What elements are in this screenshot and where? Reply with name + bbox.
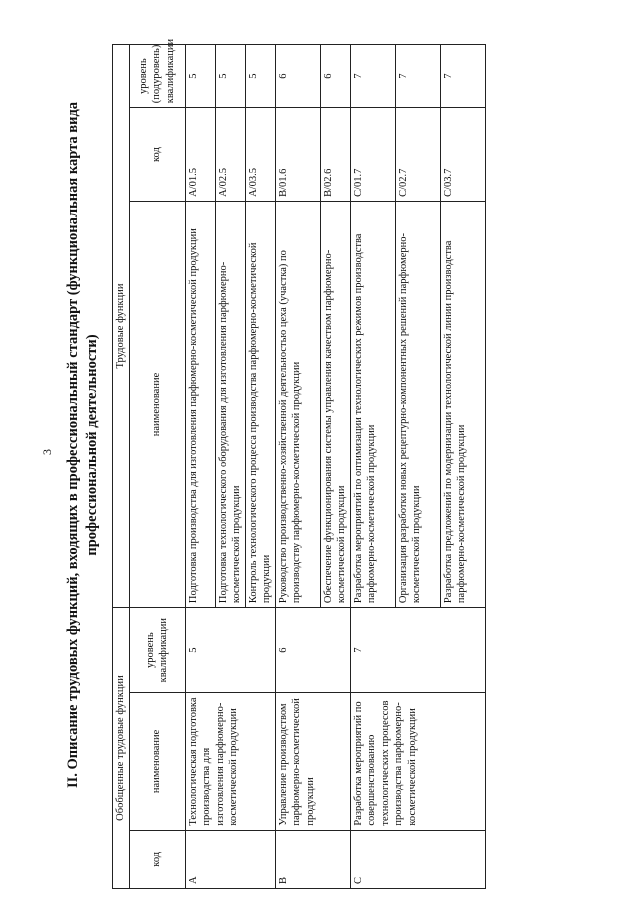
function-level: 5 [245,45,275,108]
function-level: 5 [185,45,215,108]
function-code: A/01.5 [185,108,215,202]
function-name: Подготовка технологического оборудования для изготовления парфюмерно-косметической продукции [215,201,245,607]
labor-functions-header: Трудовые функции [113,45,130,608]
table-row [185,45,215,889]
group-name: Технологическая подготовка производства для изготовления парфюмерно-косметической продукции [185,693,275,830]
function-code: B/02.6 [320,108,350,202]
function-name: Руководство производственно-хозяйственной деятельностью цеха (участка) по производству парфюмерно-косметической продукции [275,201,320,607]
function-code: C/02.7 [395,108,440,202]
table-row [350,45,395,889]
col-header-level: уровень квалификации [129,608,185,693]
function-name: Разработка предложений по модернизации технологической линии производства парфюмерно-косметической продукции [440,201,485,607]
function-level: 7 [440,45,485,108]
page-number: 3 [40,449,54,455]
table-row [275,45,320,889]
group-code: C [350,830,485,888]
function-code: A/02.5 [215,108,245,202]
group-level: 7 [350,608,485,693]
document-title: II. Описание трудовых функций, входящих в профессиональный стандарт (функциональная карта вида профессиональной деятельности) [65,101,100,789]
functional-map-table [112,38,486,889]
function-name: Подготовка производства для изготовления парфюмерно-косметической продукции [185,201,215,607]
function-code: C/01.7 [350,108,395,202]
function-level: 6 [320,45,350,108]
group-code: B [275,830,350,888]
function-name: Разработка мероприятий по оптимизации технологических режимов производства парфюмерно-косметической продукции [350,201,395,607]
col-header-function-code: код [129,108,185,202]
function-level: 7 [395,45,440,108]
group-name: Управление производством парфюмерно-косметической продукции [275,693,350,830]
col-header-sublevel: уровень (подуровень) квалификации [129,45,185,108]
function-name: Организация разработки новых рецептурно-компонентных решений парфюмерно-косметической продукции [395,201,440,607]
function-name: Контроль технологического процесса производства парфюмерно-косметической продукции [245,201,275,607]
generalized-functions-header: Обобщенные трудовые функции [113,608,130,889]
function-code: A/03.5 [245,108,275,202]
col-header-code: код [129,830,185,888]
function-level: 7 [350,45,395,108]
group-code: A [185,830,275,888]
function-level: 6 [275,45,320,108]
function-code: B/01.6 [275,108,320,202]
function-code: C/03.7 [440,108,485,202]
group-level: 5 [185,608,275,693]
group-level: 6 [275,608,350,693]
group-name: Разработка мероприятий по совершенствованию технологических процессов производства парфюмерно-косметической продукции [350,693,485,830]
function-name: Обеспечение функционирования системы управления качеством парфюмерно-косметической продукции [320,201,350,607]
col-header-function-name: наименование [129,201,185,607]
function-level: 5 [215,45,245,108]
col-header-name: наименование [129,693,185,830]
